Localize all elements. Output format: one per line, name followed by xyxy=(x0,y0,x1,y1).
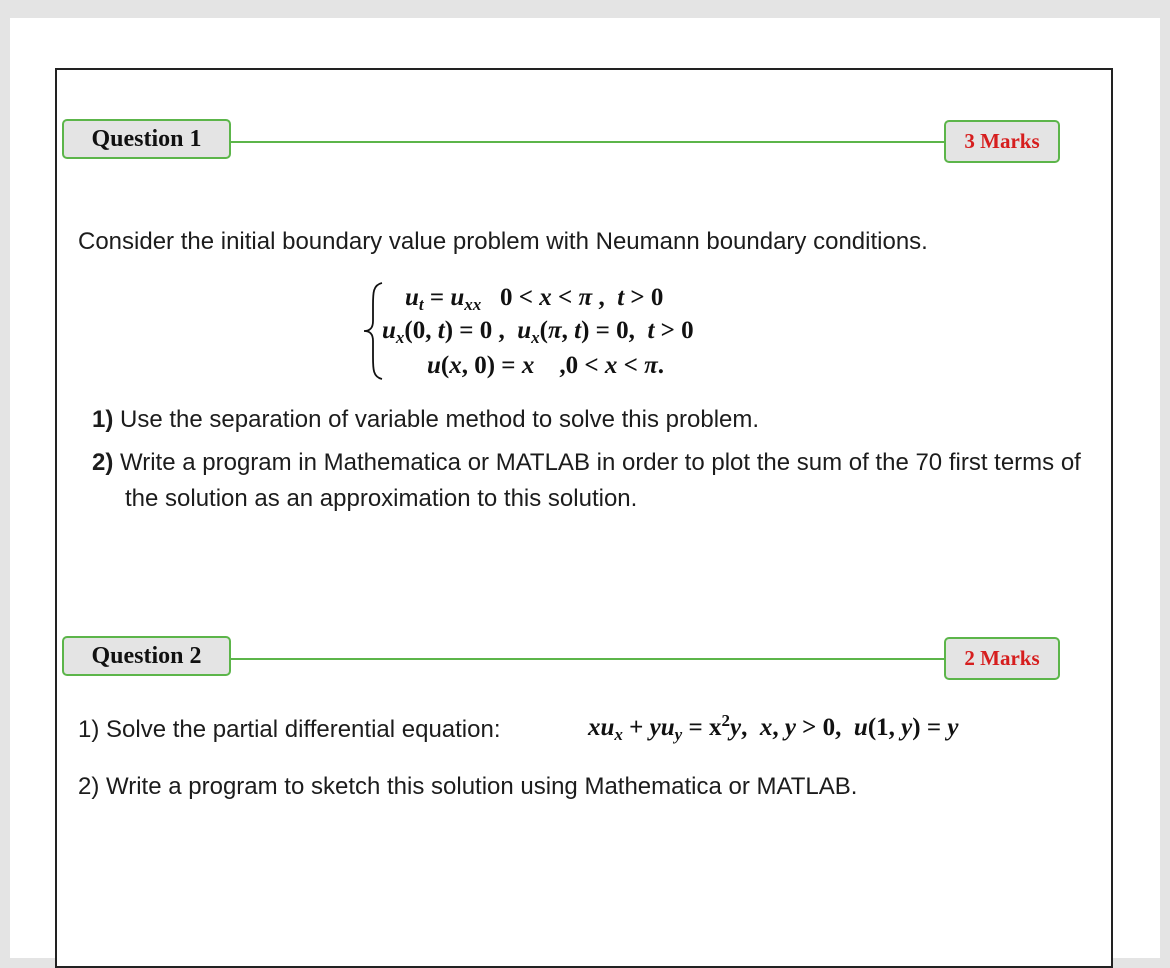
equation-boundary: $u_x(0$, t) = 0 , $u_x(\pi$, t) = 0, t > 0 xyxy=(382,317,694,347)
question-1-item-1 xyxy=(92,406,1082,434)
item-number: 1) xyxy=(92,406,114,433)
question-1-divider xyxy=(231,141,944,143)
item-text: Use the separation of variable method to solve this problem. xyxy=(120,406,760,433)
question-2-item-1: 1) Solve the partial differential equation: xyxy=(78,716,501,743)
question-2-title: Question 2 xyxy=(62,636,231,676)
question-frame xyxy=(55,68,1113,968)
pde-equation: $xu_x + yu_y = x^2y$, x, y > 0, u(1, y) = y xyxy=(588,711,959,744)
question-1-title: Question 1 xyxy=(62,119,231,159)
question-2-marks-badge: 2 Marks xyxy=(944,637,1060,680)
question-1-marks-badge: 3 Marks xyxy=(944,120,1060,163)
question-2-item-2: 2) Write a program to sketch this solution using Mathematica or MATLAB. xyxy=(78,773,858,800)
equation-initial: u(x, 0) = x ,0 < x < π. xyxy=(427,352,664,379)
question-2-divider xyxy=(231,658,944,660)
question-1-item-2 xyxy=(92,445,1115,517)
equation-heat: $u_t = u_{xx}$ 0 < x < π , t > 0 xyxy=(405,284,664,314)
item-text: Write a program in Mathematica or MATLAB in order to plot the sum of the 70 first terms of the solution as an approximation to this solution. xyxy=(120,449,1081,512)
item-number: 2) xyxy=(92,449,114,476)
question-1-intro: Consider the initial boundary value problem with Neumann boundary conditions. xyxy=(78,228,928,255)
